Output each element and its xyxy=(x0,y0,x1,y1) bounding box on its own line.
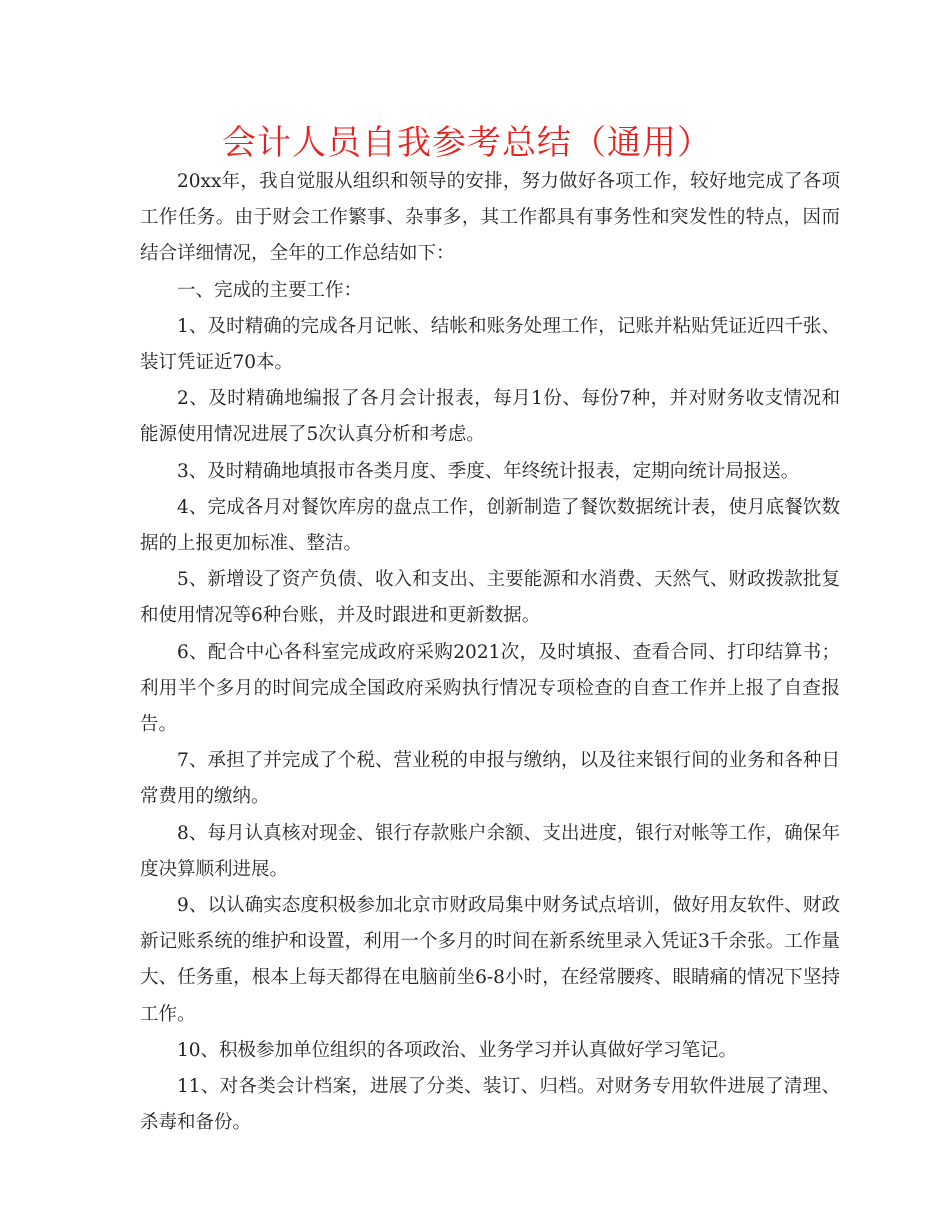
list-item: 8、每月认真核对现金、银行存款账户余额、支出进度，银行对帐等工作，确保年度决算顺利进展。 xyxy=(140,822,840,880)
list-item: 4、完成各月对餐饮库房的盘点工作，创新制造了餐饮数据统计表，使月底餐饮数据的上报更加标准、整洁。 xyxy=(140,496,840,555)
list-item: 6、配合中心各科室完成政府采购2021次，及时填报、查看合同、打印结算书；利用半个多月的时间完成全国政府采购执行情况专项检查的自查工作并上报了自查报告。 xyxy=(140,641,840,736)
section-heading-main-work: 一、完成的主要工作： xyxy=(177,279,363,301)
list-item: 5、新增设了资产负债、收入和支出、主要能源和水消费、天然气、财政拨款批复和使用情况等6种台账，并及时跟进和更新数据。 xyxy=(140,569,840,627)
list-item: 3、及时精确地填报市各类月度、季度、年终统计报表，定期向统计局报送。 xyxy=(177,460,800,482)
list-item: 2、及时精确地编报了各月会计报表，每月1份、每份7种，并对财务收支情况和能源使用情况进展了5次认真分析和考虑。 xyxy=(140,388,840,446)
paragraph-intro: 20xx年，我自觉服从组织和领导的安排，努力做好各项工作，较好地完成了各项工作任务。由于财会工作繁事、杂事多，其工作都具有事务性和突发性的特点，因而结合详细情况，全年的工作总结如下： xyxy=(140,171,840,265)
document-title: 会计人员自我参考总结（通用） xyxy=(222,123,712,163)
list-item: 11、对各类会计档案，进展了分类、装订、归档。对财务专用软件进展了清理、杀毒和备份。 xyxy=(140,1076,840,1134)
list-item: 10、积极参加单位组织的各项政治、业务学习并认真做好学习笔记。 xyxy=(177,1039,738,1061)
list-item: 7、承担了并完成了个税、营业税的申报与缴纳，以及往来银行间的业务和各种日常费用的缴纳。 xyxy=(140,750,840,808)
document-body xyxy=(140,164,840,1141)
list-item: 1、及时精确的完成各月记帐、结帐和账务处理工作，记账并粘贴凭证近四千张、装订凭证近70本。 xyxy=(140,315,840,374)
list-item: 9、以认确实态度积极参加北京市财政局集中财务试点培训，做好用友软件、财政新记账系统的维护和设置，利用一个多月的时间在新系统里录入凭证3千余张。工作量大、任务重，根本上每天都得在电脑前坐6-8小时，在经常腰疼、眼睛痛的情况下坚持工作。 xyxy=(140,895,840,1025)
